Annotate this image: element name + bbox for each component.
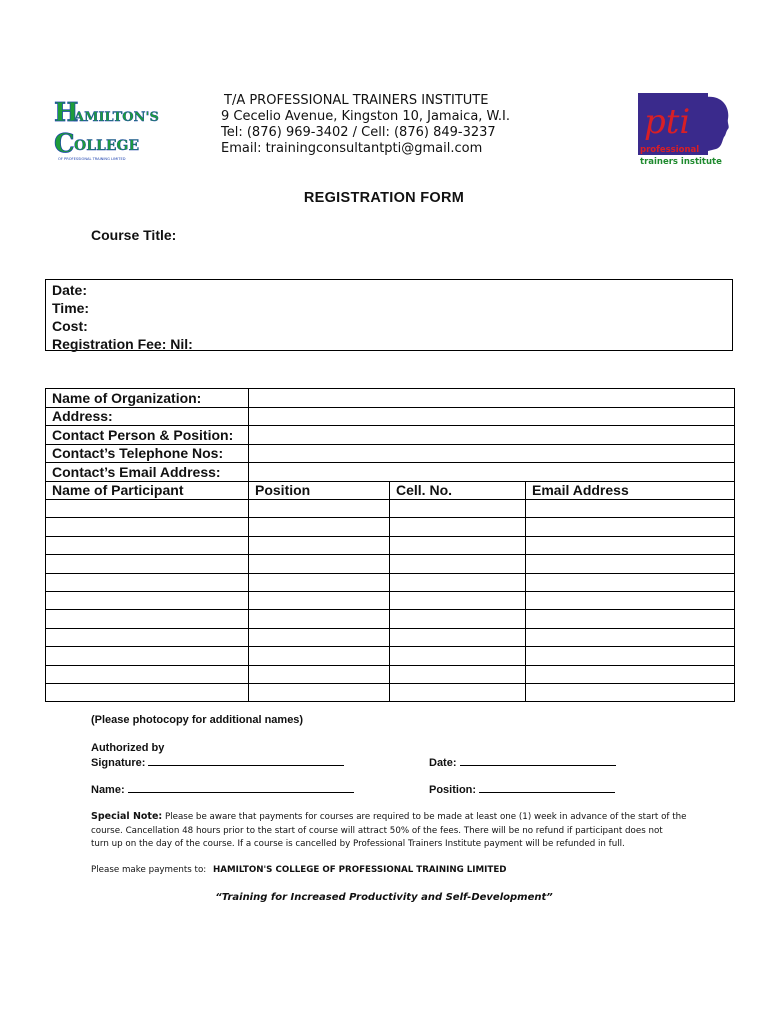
institute-header bbox=[221, 93, 510, 157]
participant-row bbox=[46, 647, 735, 665]
institute-phones: Tel: (876) 969-3402 / Cell: (876) 849-3237 bbox=[221, 125, 496, 140]
participant-name-cell[interactable] bbox=[46, 591, 249, 609]
svg-text:professional: professional bbox=[640, 145, 700, 155]
participant-cell-cell[interactable] bbox=[390, 536, 526, 554]
org-name-label: Name of Organization: bbox=[46, 389, 249, 408]
participant-name-header: Name of Participant bbox=[46, 481, 249, 500]
special-note-line-2: course. Cancellation 48 hours prior to the start of course will attract 50% of the fees. There will be no refund if participant does not bbox=[91, 825, 663, 836]
participant-email-cell[interactable] bbox=[526, 500, 735, 518]
participant-position-cell[interactable] bbox=[249, 610, 390, 628]
participant-position-cell[interactable] bbox=[249, 665, 390, 683]
signoff-date-line[interactable] bbox=[460, 755, 616, 766]
org-row bbox=[46, 463, 735, 482]
org-row bbox=[46, 389, 735, 408]
participant-position-cell[interactable] bbox=[249, 647, 390, 665]
participant-cell-header: Cell. No. bbox=[390, 481, 526, 500]
participant-email-cell[interactable] bbox=[526, 591, 735, 609]
pti-logo bbox=[636, 93, 734, 167]
participant-cell-cell[interactable] bbox=[390, 610, 526, 628]
participant-email-cell[interactable] bbox=[526, 555, 735, 573]
participant-cell-cell[interactable] bbox=[390, 555, 526, 573]
participant-position-cell[interactable] bbox=[249, 500, 390, 518]
svg-text:OLLEGE: OLLEGE bbox=[74, 138, 140, 154]
participant-email-cell[interactable] bbox=[526, 628, 735, 646]
form-title: REGISTRATION FORM bbox=[303, 190, 465, 206]
participant-name-cell[interactable] bbox=[46, 536, 249, 554]
participant-row bbox=[46, 610, 735, 628]
slogan: “Training for Increased Productivity and Self-Development” bbox=[215, 892, 553, 903]
authorized-by-label: Authorized by bbox=[91, 742, 165, 754]
participant-row bbox=[46, 665, 735, 683]
participant-name-cell[interactable] bbox=[46, 628, 249, 646]
participant-row bbox=[46, 555, 735, 573]
signoff-position-line[interactable] bbox=[479, 782, 615, 793]
payment-instructions bbox=[91, 865, 506, 875]
svg-text:AMILTON'S: AMILTON'S bbox=[74, 110, 159, 125]
participant-row bbox=[46, 518, 735, 536]
position-signoff bbox=[429, 782, 615, 796]
course-title-label: Course Title: bbox=[91, 227, 177, 243]
svg-text:OF PROFESSIONAL TRAINING LIMIT: OF PROFESSIONAL TRAINING LIMITED bbox=[58, 157, 126, 161]
participant-name-cell[interactable] bbox=[46, 573, 249, 591]
participant-cell-cell[interactable] bbox=[390, 665, 526, 683]
contact-email-field[interactable] bbox=[249, 463, 735, 482]
institute-email: Email: trainingconsultantpti@gmail.com bbox=[221, 141, 483, 156]
contact-person-label: Contact Person & Position: bbox=[46, 426, 249, 445]
participant-cell-cell[interactable] bbox=[390, 591, 526, 609]
participant-position-cell[interactable] bbox=[249, 591, 390, 609]
contact-telephone-field[interactable] bbox=[249, 444, 735, 463]
signoff-name-line[interactable] bbox=[128, 782, 354, 793]
participant-cell-cell[interactable] bbox=[390, 647, 526, 665]
special-note-label: Special Note: bbox=[91, 811, 163, 822]
institute-address: 9 Cecelio Avenue, Kingston 10, Jamaica, W.I. bbox=[221, 109, 511, 124]
participant-position-cell[interactable] bbox=[249, 628, 390, 646]
registration-fee-label[interactable]: Registration Fee: Nil: bbox=[52, 336, 193, 352]
payments-prefix: Please make payments to: bbox=[91, 865, 207, 875]
institute-name: T/A PROFESSIONAL TRAINERS INSTITUTE bbox=[224, 93, 489, 108]
name-signoff bbox=[91, 782, 354, 796]
participant-email-header: Email Address bbox=[526, 481, 735, 500]
participant-row bbox=[46, 573, 735, 591]
participant-cell-cell[interactable] bbox=[390, 518, 526, 536]
photocopy-note: (Please photocopy for additional names) bbox=[91, 714, 304, 726]
signature-label: Signature: bbox=[91, 757, 146, 769]
participant-email-cell[interactable] bbox=[526, 683, 735, 701]
svg-text:trainers institute: trainers institute bbox=[640, 157, 722, 167]
participant-email-cell[interactable] bbox=[526, 610, 735, 628]
org-row bbox=[46, 407, 735, 426]
date-signoff bbox=[429, 755, 616, 769]
participant-position-cell[interactable] bbox=[249, 573, 390, 591]
participant-row bbox=[46, 500, 735, 518]
participant-cell-cell[interactable] bbox=[390, 683, 526, 701]
participant-position-cell[interactable] bbox=[249, 555, 390, 573]
org-row bbox=[46, 444, 735, 463]
svg-text:H: H bbox=[54, 98, 79, 128]
contact-telephone-label: Contact’s Telephone Nos: bbox=[46, 444, 249, 463]
signoff-position-label: Position: bbox=[429, 784, 477, 796]
participant-email-cell[interactable] bbox=[526, 536, 735, 554]
participant-row bbox=[46, 536, 735, 554]
address-field[interactable] bbox=[249, 407, 735, 426]
participant-cell-cell[interactable] bbox=[390, 573, 526, 591]
participant-name-cell[interactable] bbox=[46, 555, 249, 573]
date-label[interactable]: Date: bbox=[52, 282, 88, 298]
course-info-box bbox=[45, 279, 733, 351]
participant-name-cell[interactable] bbox=[46, 500, 249, 518]
participant-position-cell[interactable] bbox=[249, 536, 390, 554]
participant-row bbox=[46, 591, 735, 609]
contact-person-field[interactable] bbox=[249, 426, 735, 445]
signoff-name-label: Name: bbox=[91, 784, 125, 796]
hamiltons-college-logo bbox=[52, 94, 159, 164]
org-row bbox=[46, 426, 735, 445]
participant-name-cell[interactable] bbox=[46, 518, 249, 536]
participant-name-cell[interactable] bbox=[46, 665, 249, 683]
participant-row bbox=[46, 683, 735, 701]
registration-table bbox=[45, 388, 735, 702]
address-label: Address: bbox=[46, 407, 249, 426]
participant-position-cell[interactable] bbox=[249, 518, 390, 536]
contact-email-label: Contact’s Email Address: bbox=[46, 463, 249, 482]
org-name-field[interactable] bbox=[249, 389, 735, 408]
participant-header-row bbox=[46, 481, 735, 500]
participant-email-cell[interactable] bbox=[526, 665, 735, 683]
cost-label[interactable]: Cost: bbox=[52, 318, 88, 334]
participant-row bbox=[46, 628, 735, 646]
participant-name-cell[interactable] bbox=[46, 683, 249, 701]
participant-name-cell[interactable] bbox=[46, 610, 249, 628]
signoff-date-label: Date: bbox=[429, 757, 457, 769]
svg-text:C: C bbox=[54, 129, 75, 159]
participant-email-cell[interactable] bbox=[526, 647, 735, 665]
authorization-block bbox=[91, 742, 344, 770]
participant-cell-cell[interactable] bbox=[390, 500, 526, 518]
participant-position-header: Position bbox=[249, 481, 390, 500]
svg-text:pti: pti bbox=[644, 102, 691, 142]
time-label[interactable]: Time: bbox=[52, 300, 90, 316]
special-note-line-3: turn up on the day of the course. If a course is cancelled by Professional Trainers Institute payment will be refunded in full. bbox=[91, 839, 625, 849]
participant-email-cell[interactable] bbox=[526, 573, 735, 591]
signature-line[interactable] bbox=[148, 755, 344, 766]
participant-email-cell[interactable] bbox=[526, 518, 735, 536]
special-note-line-1: Please be aware that payments for courses are required to be made at least one (1) week in advance of the start of the bbox=[162, 812, 687, 822]
payments-company: HAMILTON'S COLLEGE OF PROFESSIONAL TRAINING LIMITED bbox=[212, 865, 507, 875]
participant-cell-cell[interactable] bbox=[390, 628, 526, 646]
participant-position-cell[interactable] bbox=[249, 683, 390, 701]
special-note bbox=[91, 810, 691, 852]
participant-name-cell[interactable] bbox=[46, 647, 249, 665]
